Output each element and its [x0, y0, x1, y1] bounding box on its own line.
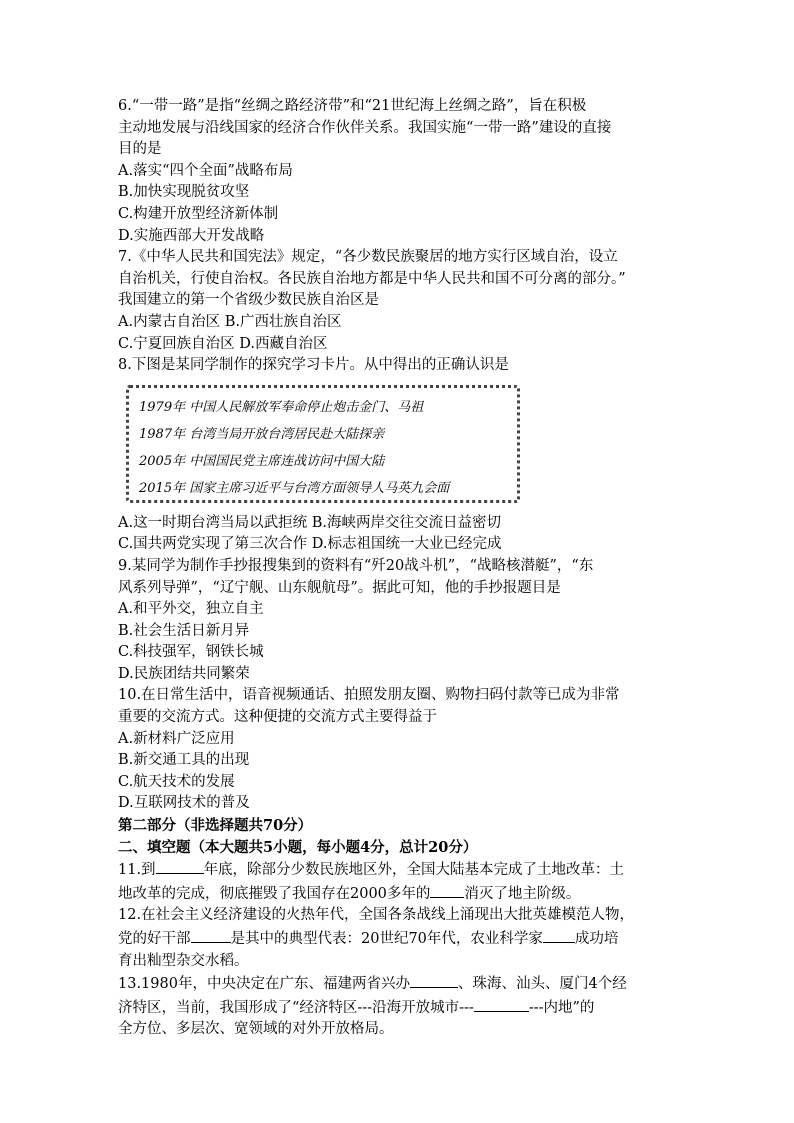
card-line: 2005年 中国国民党主席连战访问中国大陆 [139, 453, 385, 469]
question-13 [118, 972, 678, 1041]
option-a: A.和平外交，独立自主 [118, 601, 264, 618]
text-segment: 党的好干部 [118, 931, 191, 947]
text-segment: 成功培 [574, 931, 619, 947]
answer-blank[interactable] [430, 882, 464, 898]
text-segment: 、珠海、汕头、厦门4个经 [457, 976, 627, 993]
question-text: 目的是 [118, 141, 162, 158]
question-text: 风系列导弹”，“辽宁舰、山东舰航母”。据此可知，他的手抄报题目是 [118, 579, 561, 596]
study-card [126, 385, 520, 503]
text-segment: 11.到 [118, 862, 156, 879]
question-text: 10.在日常生活中，语音视频通话、拍照发朋友圈、购物扫码付款等已成为非常 [118, 687, 620, 704]
option-cd: C.国共两党实现了第三次合作 D.标志祖国统一大业已经完成 [118, 536, 502, 553]
text-segment: 济特区，当前，我国形成了“经济特区---沿海开放城市--- [118, 999, 474, 1016]
question-10 [118, 685, 678, 815]
exam-content [118, 96, 678, 1041]
option-ab: A.这一时期台湾当局以武拒统 B.海峡两岸交往交流日益密切 [118, 514, 501, 531]
text-segment: ---内地”的 [528, 999, 595, 1016]
card-line: 1987年 台湾当局开放台湾居民赴大陆探亲 [139, 426, 385, 442]
question-text: 全方位、多层次、宽领域的对外开放格局。 [118, 1021, 394, 1038]
question-text [118, 927, 678, 951]
option-d: D.实施西部大开发战略 [118, 227, 265, 244]
question-text: 我国建立的第一个省级少数民族自治区是 [118, 292, 379, 309]
option-d: D.民族团结共同繁荣 [118, 665, 250, 682]
card-line: 2015年 国家主席习近平与台湾方面领导人马英九会面 [139, 480, 450, 496]
answer-blank[interactable] [191, 927, 231, 943]
text-segment: 是其中的典型代表：20世纪70年代，农业科学家 [230, 931, 543, 947]
part-heading: 第二部分（非选择题共70分） [118, 817, 313, 835]
option-ab: A.内蒙古自治区 B.广西壮族自治区 [118, 313, 342, 330]
question-12 [118, 905, 678, 972]
answer-blank[interactable] [156, 858, 204, 874]
answer-blank[interactable] [543, 927, 575, 943]
question-text: 主动地发展与沿线国家的经济合作伙伴关系。我国实施“一带一路”建设的直接 [118, 119, 612, 136]
text-segment: 消灭了地主阶级。 [464, 885, 581, 902]
option-b: B.社会生活日新月异 [118, 622, 250, 639]
question-11 [118, 858, 678, 905]
question-text: 9.某同学为制作手抄报搜集到的资料有“歼20战斗机”，“战略核潜艇”，“东 [118, 557, 594, 574]
question-text [118, 972, 678, 996]
question-text: 7.《中华人民共和国宪法》规定，“各少数民族聚居的地方实行区域自治，设立 [118, 249, 618, 266]
question-8 [118, 355, 678, 556]
question-6 [118, 96, 678, 247]
question-7 [118, 247, 678, 355]
option-c: C.科技强军，钢铁长城 [118, 644, 264, 661]
question-text: 6.“一带一路”是指“丝绸之路经济带”和“21世纪海上丝绸之路”，旨在积极 [118, 98, 587, 114]
answer-blank[interactable] [474, 996, 529, 1012]
card-line: 1979年 中国人民解放军奉命停止炮击金门、马祖 [139, 399, 424, 415]
text-segment: 年底，除部分少数民族地区外，全国大陆基本完成了土地改革：土 [203, 862, 625, 879]
question-text: 8.下图是某同学制作的探究学习卡片。从中得出的正确认识是 [118, 357, 509, 374]
question-text: 12.在社会主义经济建设的火热年代，全国各条战线上涌现出大批英雄模范人物， [118, 907, 635, 924]
option-c: C.航天技术的发展 [118, 773, 235, 790]
option-a: A.落实“四个全面”战略布局 [118, 162, 293, 179]
question-text: 自治机关，行使自治权。各民族自治地方都是中华人民共和国不可分离的部分。” [118, 270, 626, 287]
option-b: B.新交通工具的出现 [118, 752, 250, 769]
text-segment: 地改革的完成，彻底摧毁了我国存在2000多年的 [118, 885, 431, 902]
option-a: A.新材料广泛应用 [118, 730, 235, 747]
option-b: B.加快实现脱贫攻坚 [118, 184, 250, 201]
question-9 [118, 556, 678, 686]
question-text: 育出籼型杂交水稻。 [118, 952, 249, 969]
option-d: D.互联网技术的普及 [118, 795, 250, 812]
option-cd: C.宁夏回族自治区 D.西藏自治区 [118, 335, 328, 352]
text-segment: 13.1980年，中央决定在广东、福建两省兴办 [118, 976, 410, 993]
question-text [118, 996, 678, 1020]
answer-blank[interactable] [410, 972, 458, 988]
question-text: 重要的交流方式。这种便捷的交流方式主要得益于 [118, 709, 437, 726]
question-text [118, 858, 678, 882]
option-c: C.构建开放型经济新体制 [118, 205, 279, 222]
section-heading: 二、填空题（本大题共5小题，每小题4分，总计20分） [118, 838, 478, 856]
question-text [118, 882, 678, 906]
